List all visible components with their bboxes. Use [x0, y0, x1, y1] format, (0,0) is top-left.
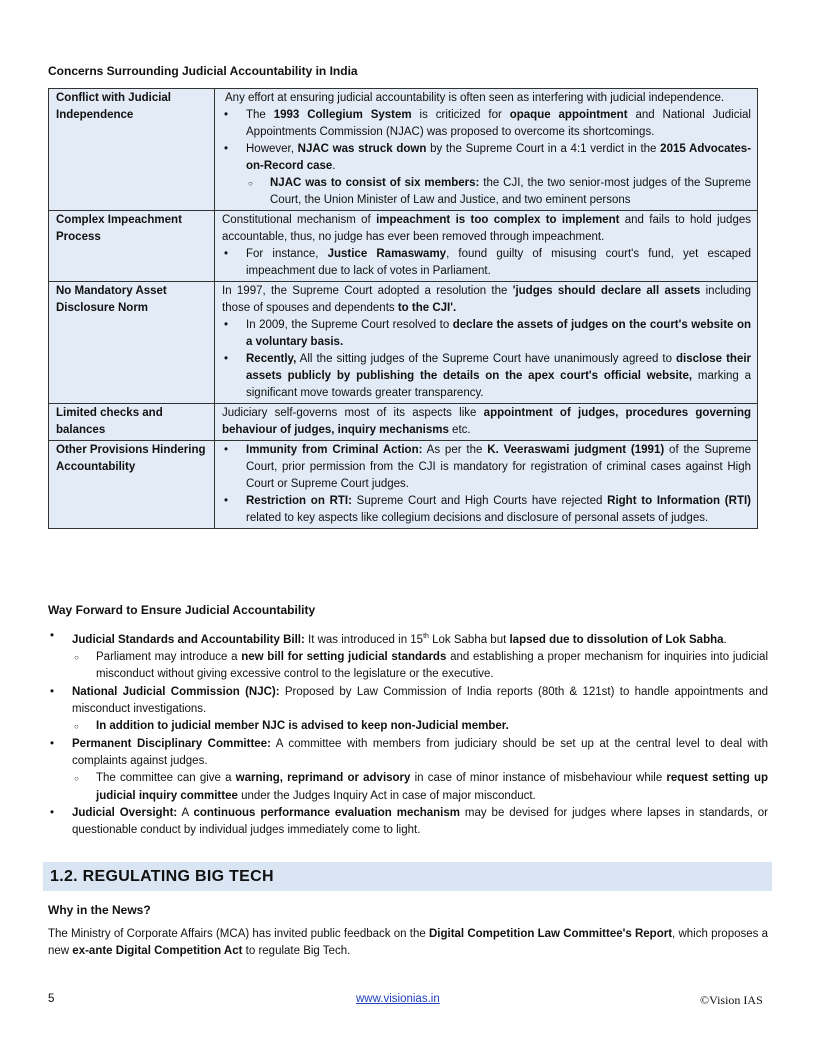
row-value — [215, 89, 758, 211]
why-in-news-heading: Why in the News? — [48, 903, 151, 917]
row-intro: Any effort at ensuring judicial accountability is often seen as interfering with judicial independence. — [225, 92, 725, 104]
bullet-list — [48, 628, 768, 839]
list-item: • For instance, Justice Ramaswamy, found guilty of misusing court's fund, yet escaped impeachment due to lack of votes in Parliament. — [246, 246, 751, 280]
row-value: Judiciary self-governs most of its aspects like appointment of judges, procedures governing behaviour of judges, inquiry mechanisms etc. — [215, 404, 758, 441]
row-paragraph: In 1997, the Supreme Court adopted a resolution the 'judges should declare all assets including those of spouses and dependents to the CJI'. — [222, 285, 752, 314]
list-item: ○ In addition to judicial member NJC is advised to keep non-Judicial member. — [96, 718, 768, 735]
row-key: Other Provisions Hindering Accountability — [49, 441, 215, 529]
table-row — [49, 89, 758, 211]
list-item: • Recently, All the sitting judges of the Supreme Court have unanimously agreed to disclose their assets publicly by publishing the details on the apex court's official website, marking a significant move towards greater transparency. — [246, 351, 751, 402]
way-forward-list — [48, 628, 768, 839]
list-item: ○ The committee can give a warning, reprimand or advisory in case of minor instance of misbehaviour while request setting up judicial inquiry committee under the Judges Inquiry Act in case of major misconduct. — [96, 770, 768, 805]
row-key: Limited checks and balances — [49, 404, 215, 441]
list-item: ○ Parliament may introduce a new bill for setting judicial standards and establishing a proper mechanism for inquiries into judicial misconduct without giving excessive control to the legislature or the executive. — [96, 649, 768, 684]
sub-list — [72, 770, 768, 805]
row-value — [215, 441, 758, 529]
table-row — [49, 441, 758, 529]
row-value — [215, 211, 758, 282]
news-paragraph: The Ministry of Corporate Affairs (MCA) has invited public feedback on the Digital Competition Law Committee's Report, which proposes a new ex-ante Digital Competition Act to regulate Big Tech. — [48, 928, 768, 958]
list-item: ○ NJAC was to consist of six members: the CJI, the two senior-most judges of the Supreme Court, the Union Minister of Law and Justice, and two eminent persons — [270, 175, 751, 209]
website-link[interactable]: www.visionias.in — [356, 993, 440, 1005]
list-item: • Immunity from Criminal Action: As per the K. Veeraswami judgment (1991) of the Supreme Court, prior permission from the CJI is mandatory for registration of criminal cases against High Court or Supreme Court judges. — [246, 442, 751, 493]
list-item: • Permanent Disciplinary Committee: A committee with members from judiciary should be set up at the central level to deal with complaints against judges. ○ The committee can give a warning, reprimand or advisory in case of minor instance of misbehaviour while request setting up judicial inquiry committee under the Judges Inquiry Act in case of major misconduct. — [72, 736, 768, 805]
copyright: ©Vision IAS — [700, 993, 763, 1007]
page-number: 5 — [48, 993, 55, 1005]
row-paragraph: Constitutional mechanism of impeachment is too complex to implement and fails to hold judges accountable, thus, no judge has ever been removed through impeachment. — [222, 214, 751, 243]
list-item: • National Judicial Commission (NJC): Proposed by Law Commission of India reports (80th & 121st) to handle appointments and misconduct investigations. ○ In addition to judicial member NJC is advised to keep non-Judicial member. — [72, 684, 768, 736]
row-value — [215, 282, 758, 404]
bullet-list — [222, 442, 751, 527]
sub-list — [72, 649, 768, 684]
concerns-heading: Concerns Surrounding Judicial Accountability in India — [48, 64, 358, 78]
list-item: • Judicial Oversight: A continuous performance evaluation mechanism may be devised for judges where lapses in standards, or questionable conduct by individual judges immediately come to light. — [72, 805, 768, 840]
table-row — [49, 282, 758, 404]
row-key: Complex Impeachment Process — [49, 211, 215, 282]
row-key: Conflict with Judicial Independence — [49, 89, 215, 211]
list-item: • Judicial Standards and Accountability Bill: It was introduced in 15th Lok Sabha but lapsed due to dissolution of Lok Sabha. ○ Parliament may introduce a new bill for setting judicial standards and establishing a proper mechanism for inquiries into judicial misconduct without giving excessive control to the legislature or the executive. — [72, 628, 768, 684]
list-item: • In 2009, the Supreme Court resolved to declare the assets of judges on the court's website on a voluntary basis. — [246, 317, 751, 351]
table-row — [49, 211, 758, 282]
list-item: • However, NJAC was struck down by the Supreme Court in a 4:1 verdict in the 2015 Advocates-on-Record case. ○ NJAC was to consist of six members: the CJI, the two senior-most judges of the Supreme Court, the Union Minister of Law and Justice, and two eminent persons — [246, 141, 751, 209]
bullet-list — [222, 246, 751, 280]
concerns-table — [48, 88, 758, 529]
sub-list — [246, 175, 751, 209]
bullet-list — [222, 317, 751, 402]
list-item: • The 1993 Collegium System is criticized for opaque appointment and National Judicial Appointments Commission (NJAC) was proposed to overcome its shortcomings. — [246, 107, 751, 141]
section-title-bar: 1.2. REGULATING BIG TECH — [43, 862, 772, 891]
table-row — [49, 404, 758, 441]
list-item: • Restriction on RTI: Supreme Court and High Courts have rejected Right to Information (RTI) related to key aspects like collegium decisions and disclosure of personal assets of judges. — [246, 493, 751, 527]
row-key: No Mandatory Asset Disclosure Norm — [49, 282, 215, 404]
sub-list — [72, 718, 768, 735]
way-forward-heading: Way Forward to Ensure Judicial Accountability — [48, 603, 316, 617]
bullet-list — [222, 107, 751, 209]
